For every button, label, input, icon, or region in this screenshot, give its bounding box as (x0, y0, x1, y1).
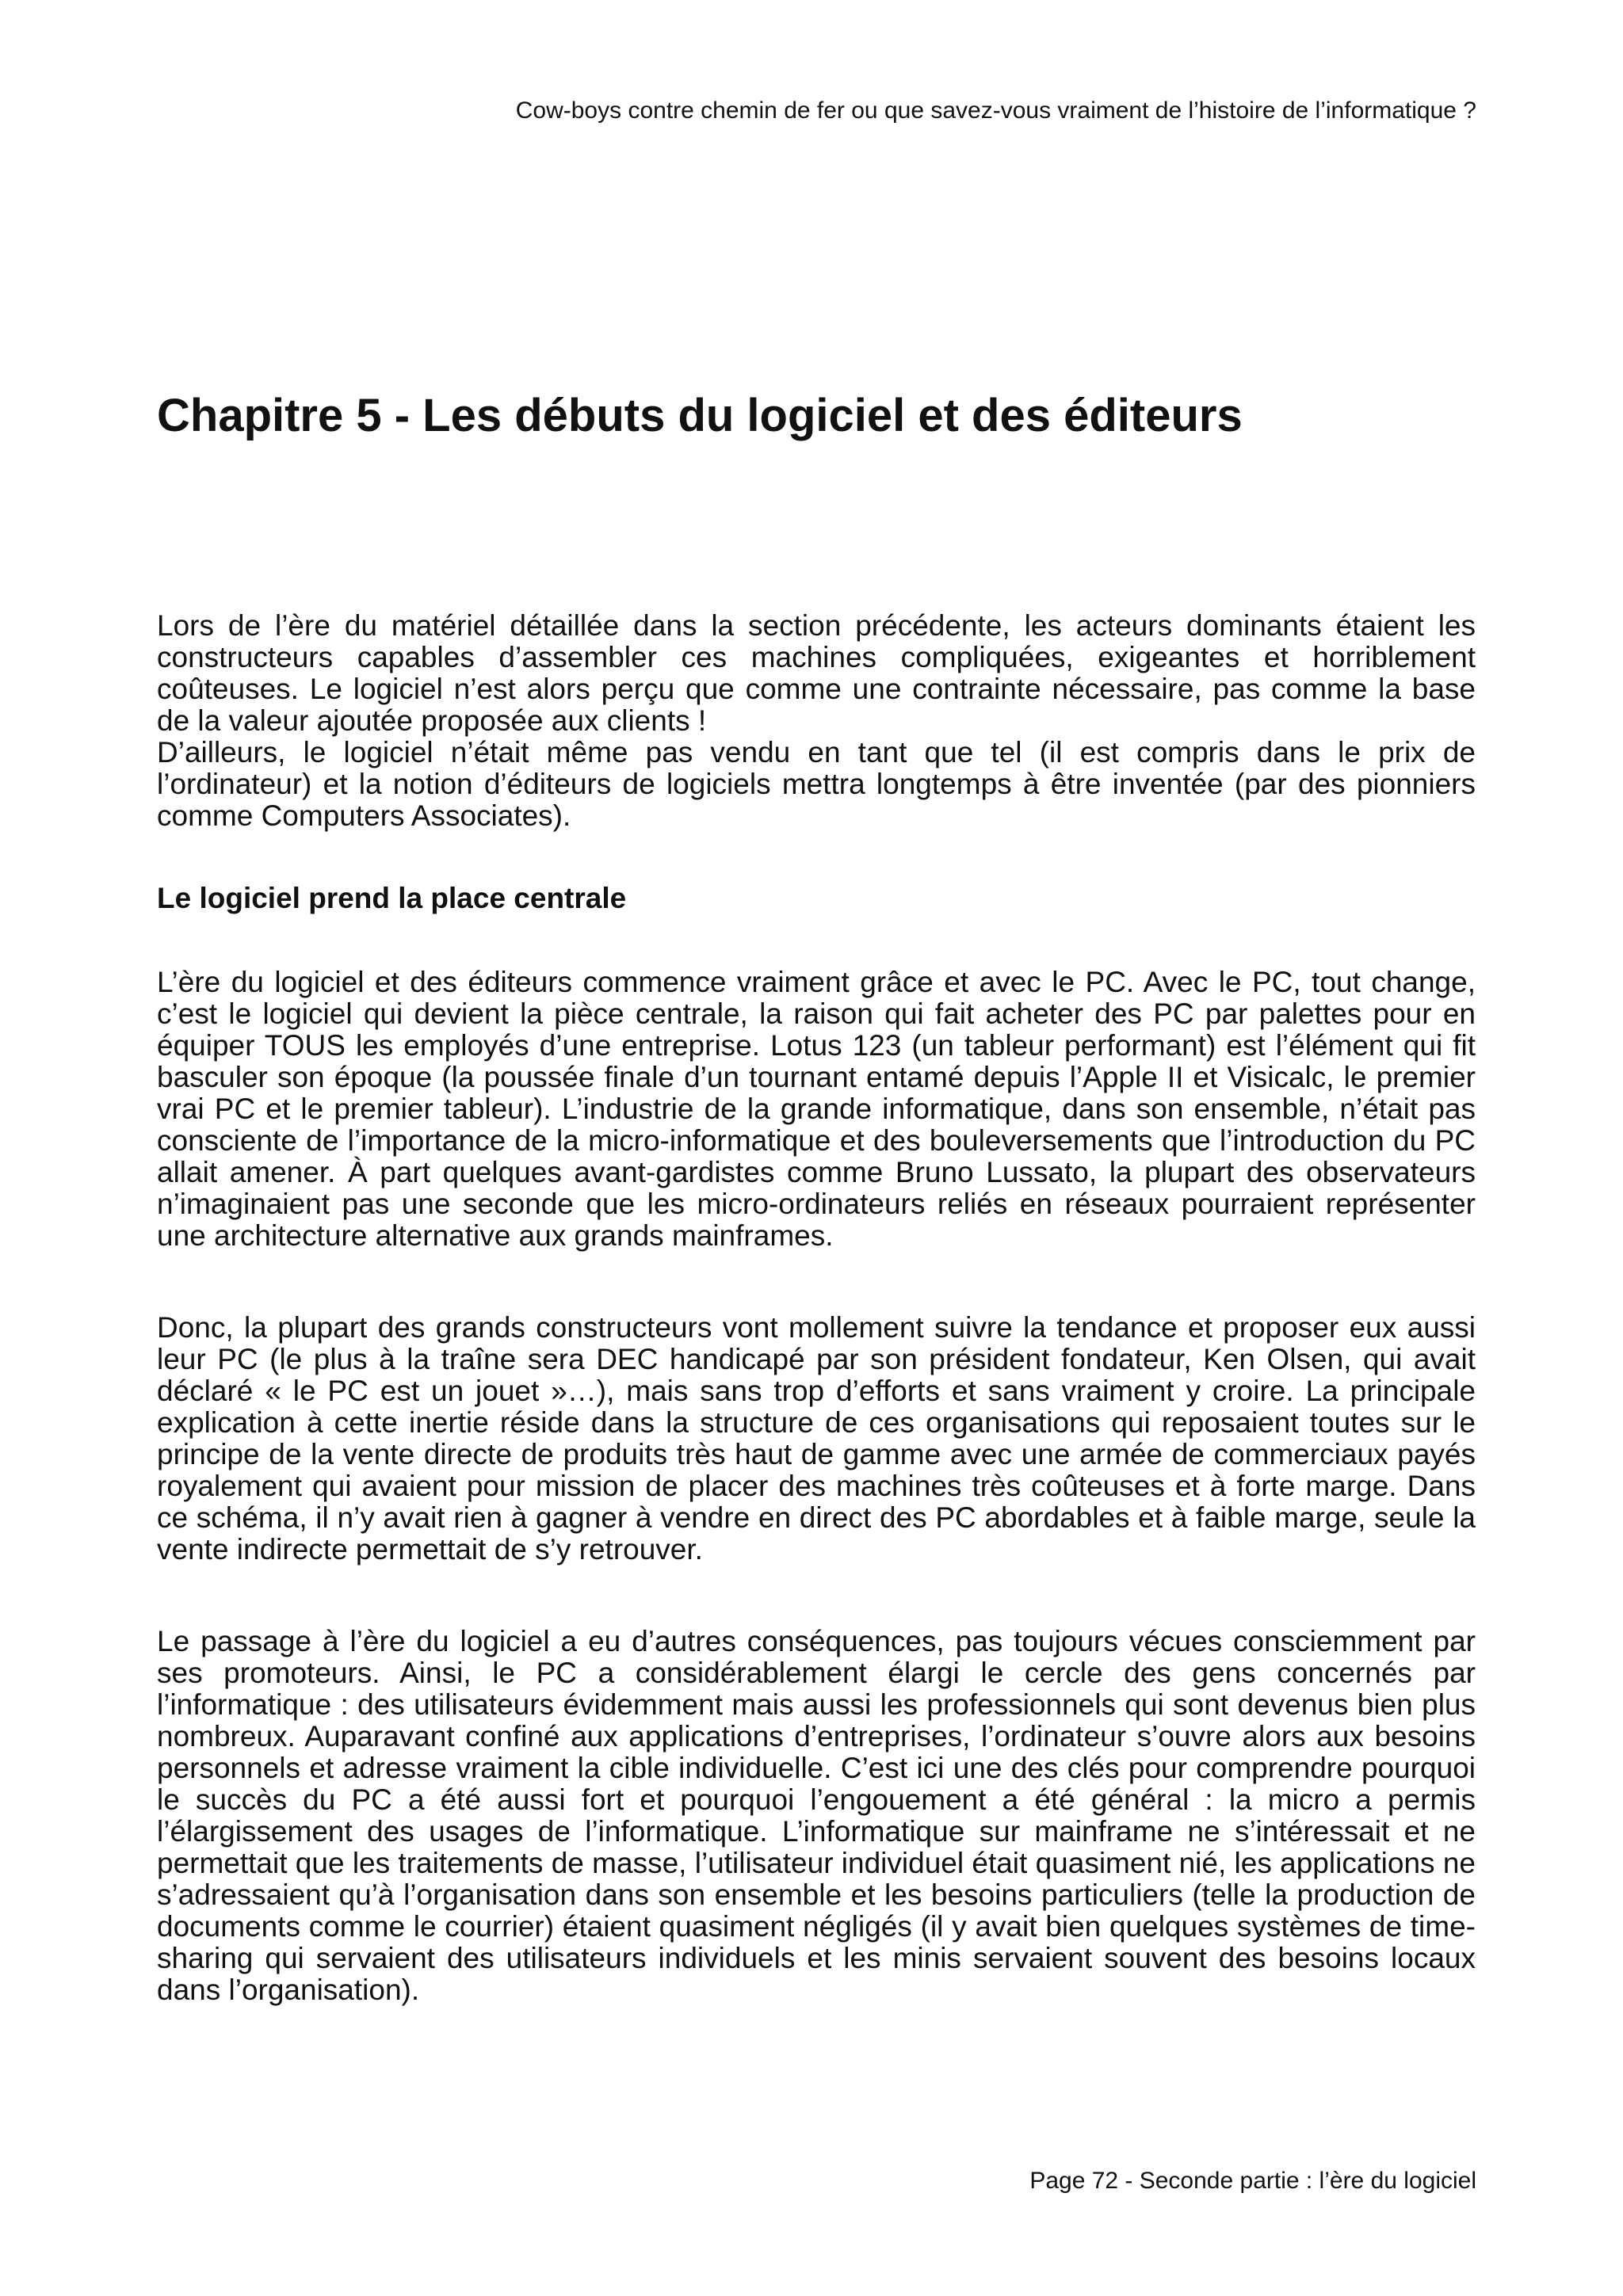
chapter-title: Chapitre 5 - Les débuts du logiciel et des éditeurs (157, 390, 1243, 441)
page-footer: Page 72 - Seconde partie : l’ère du logiciel (1029, 2168, 1476, 2194)
intro-paragraph-2: D’ailleurs, le logiciel n’était même pas vendu en tant que tel (il est compris dans le prix de l’ordinateur) et la notion d’éditeurs de logiciels mettra longtemps à être inventée (par des pionniers comme Computers Associates). (157, 736, 1476, 832)
page-body (157, 610, 1476, 2006)
body-paragraph-4: Donc, la plupart des grands constructeurs vont mollement suivre la tendance et proposer eux aussi leur PC (le plus à la traîne sera DEC handicapé par son président fondateur, Ken Olsen, qui avait déclaré « le PC est un jouet »…), mais sans trop d’efforts et sans vraiment y croire. La principale explication à cette inertie réside dans la structure de ces organisations qui reposaient toutes sur le principe de la vente directe de produits très haut de gamme avec une armée de commerciaux payés royalement qui avaient pour mission de placer des machines très coûteuses et à forte marge. Dans ce schéma, il n’y avait rien à gagner à vendre en direct des PC abordables et à faible marge, seule la vente indirecte permettait de s’y retrouver. (157, 1311, 1476, 1566)
body-paragraph-3: L’ère du logiciel et des éditeurs commence vraiment grâce et avec le PC. Avec le PC, tout change, c’est le logiciel qui devient la pièce centrale, la raison qui fait acheter des PC par palettes pour en équiper TOUS les employés d’une entreprise. Lotus 123 (un tableur performant) est l’élément qui fit basculer son époque (la poussée finale d’un tournant entamé depuis l’Apple II et Visicalc, le premier vrai PC et le premier tableur). L’industrie de la grande informatique, dans son ensemble, n’était pas consciente de l’importance de la micro-informatique et des bouleversements que l’introduction du PC allait amener. À part quelques avant-gardistes comme Bruno Lussato, la plupart des observateurs n’imaginaient pas une seconde que les micro-ordinateurs reliés en réseaux pourraient représenter une architecture alternative aux grands mainframes. (157, 966, 1476, 1252)
intro-paragraph-1: Lors de l’ère du matériel détaillée dans la section précédente, les acteurs dominants étaient les constructeurs capables d’assembler ces machines compliquées, exigeantes et horriblement coûteuses. Le logiciel n’est alors perçu que comme une contrainte nécessaire, pas comme la base de la valeur ajoutée proposée aux clients ! (157, 609, 1476, 737)
section-heading: Le logiciel prend la place centrale (157, 882, 627, 914)
running-header: Cow-boys contre chemin de fer ou que savez-vous vraiment de l’histoire de l’informatique ? (515, 97, 1476, 124)
body-paragraph-5: Le passage à l’ère du logiciel a eu d’autres conséquences, pas toujours vécues consciemment par ses promoteurs. Ainsi, le PC a considérablement élargi le cercle des gens concernés par l’informatique : des utilisateurs évidemment mais aussi les professionnels qui sont devenus bien plus nombreux. Auparavant confiné aux applications d’entreprises, l’ordinateur s’ouvre alors aux besoins personnels et adresse vraiment la cible individuelle. C’est ici une des clés pour comprendre pourquoi le succès du PC a été aussi fort et pourquoi l’engouement a été général : la micro a permis l’élargissement des usages de l’informatique. L’informatique sur mainframe ne s’intéressait et ne permettait que les traitements de masse, l’utilisateur individuel était quasiment nié, les applications ne s’adressaient qu’à l’organisation dans son ensemble et les besoins particuliers (telle la production de documents comme le courrier) étaient quasiment négligés (il y avait bien quelques systèmes de time-sharing qui servaient des utilisateurs individuels et les minis servaient souvent des besoins locaux dans l’organisation). (157, 1625, 1476, 2006)
spacer (157, 832, 1476, 881)
